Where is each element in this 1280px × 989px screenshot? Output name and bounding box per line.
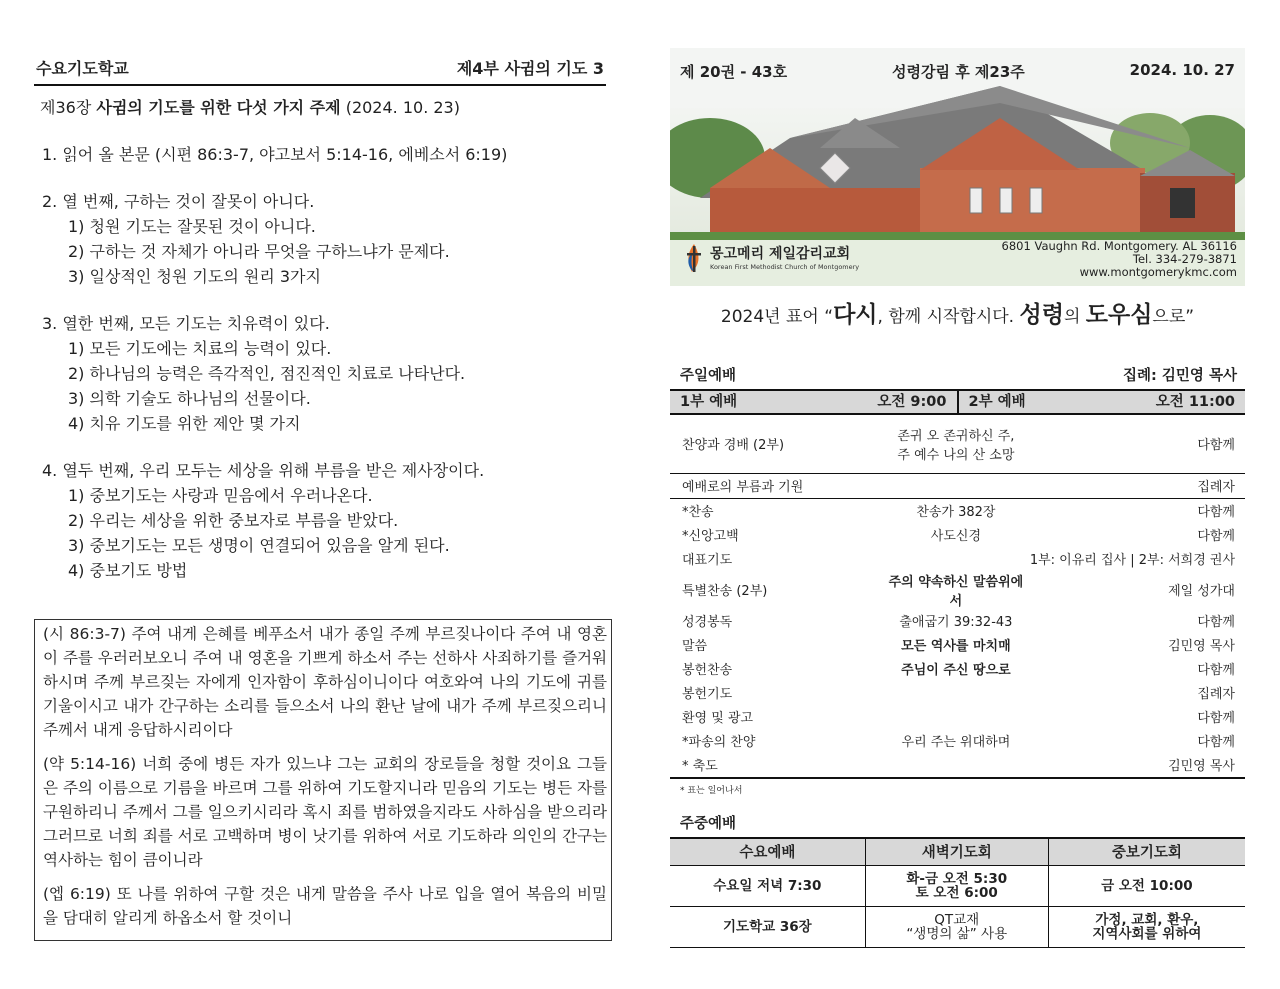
order-content: 주의 약속하신 말씀위에서 xyxy=(888,574,1024,609)
right-page xyxy=(670,48,1245,948)
order-leader: 김민영 목사 xyxy=(1168,759,1235,774)
order-leader: 다함께 xyxy=(1197,529,1235,544)
presider: 집례: 김민영 목사 xyxy=(1123,368,1237,384)
chapter-prefix: 제36장 xyxy=(40,98,97,117)
order-content: 모든 역사를 마치매 xyxy=(901,639,1011,654)
service-1 xyxy=(670,391,957,413)
order-content: 출애굽기 39:32-43 xyxy=(899,615,1013,630)
order-row xyxy=(670,705,1245,729)
outline-item: 3) 일상적인 청원 기도의 원리 3가지 xyxy=(68,267,321,286)
church-name-kr: 몽고메리 제일감리교회 xyxy=(710,246,851,262)
weekday-services xyxy=(670,837,1245,948)
order-item: 성경봉독 xyxy=(682,615,733,630)
outline-item: 4) 중보기도 방법 xyxy=(68,561,188,580)
weekday-cell: QT교재 “생명의 삶” 사용 xyxy=(865,906,1048,947)
motto-mid2: 의 xyxy=(1063,307,1086,327)
order-content xyxy=(884,753,1028,778)
order-row xyxy=(670,633,1245,657)
website: www.montgomerykmc.com xyxy=(1079,265,1237,279)
order-leader: 김민영 목사 xyxy=(1168,639,1235,654)
order-item: 말씀 xyxy=(682,639,708,654)
order-of-worship xyxy=(670,415,1245,779)
order-content: 사도신경 xyxy=(930,529,982,544)
order-item: 환영 및 광고 xyxy=(682,711,754,726)
order-row xyxy=(670,547,1245,571)
outline xyxy=(42,142,606,583)
motto-mid: , 함께 시작합시다. xyxy=(877,307,1020,327)
weekday-row xyxy=(670,865,1245,906)
order-row xyxy=(670,657,1245,681)
weekday-cell: 기도학교 36장 xyxy=(670,906,865,947)
order-content: 주님이 주신 땅으로 xyxy=(901,663,1011,678)
order-item: 특별찬송 (2부) xyxy=(682,584,768,599)
motto-prefix: 2024년 표어 “ xyxy=(720,307,834,327)
outline-item: 1) 중보기도는 사랑과 믿음에서 우러나온다. xyxy=(68,486,373,505)
outline-item: 2) 우리는 세상을 위한 중보자로 부름을 받았다. xyxy=(68,511,399,530)
order-item: 예배로의 부름과 기원 xyxy=(682,480,804,495)
order-item: 대표기도 xyxy=(682,553,733,568)
order-row xyxy=(670,473,1245,498)
chapter-date: (2024. 10. 23) xyxy=(340,98,460,117)
address: 6801 Vaughn Rd. Montgomery. AL 36116 xyxy=(1001,239,1237,253)
bulletin-date: 2024. 10. 27 xyxy=(1129,61,1235,79)
weekday-cell: 수요일 저녁 7:30 xyxy=(670,865,865,906)
weekday-header-row xyxy=(670,838,1245,866)
motto-word2: 성령 xyxy=(1019,302,1064,328)
outline-heading: 3. 열한 번째, 모든 기도는 치유력이 있다. xyxy=(42,314,330,333)
order-row xyxy=(670,609,1245,633)
order-row xyxy=(670,729,1245,753)
order-item: *신앙고백 xyxy=(682,529,739,544)
order-content: 찬송가 382장 xyxy=(916,505,996,520)
order-leader: 다함께 xyxy=(1197,615,1235,630)
order-item: 봉헌기도 xyxy=(682,687,733,702)
weekday-cell: 금 오전 10:00 xyxy=(1048,865,1245,906)
weekday-cell: 가정, 교회, 환우, 지역사회를 위하여 xyxy=(1048,906,1245,947)
left-page xyxy=(34,52,606,583)
scripture-box xyxy=(34,619,612,941)
church-logo xyxy=(682,242,859,272)
cross-flame-icon xyxy=(682,242,706,272)
header-right: 제4부 사귐의 기도 3 xyxy=(456,59,604,78)
chapter-title xyxy=(40,95,606,118)
service-2-time: 오전 11:00 xyxy=(1155,394,1235,410)
outline-item: 1) 모든 기도에는 치료의 능력이 있다. xyxy=(68,339,332,358)
order-row xyxy=(670,753,1245,778)
outline-heading: 4. 열두 번째, 우리 모두는 세상을 위해 부름을 받은 제사장이다. xyxy=(42,461,485,480)
outline-item: 3) 중보기도는 모든 생명이 연결되어 있음을 알게 된다. xyxy=(68,536,450,555)
weekday-row xyxy=(670,906,1245,947)
phone: Tel. 334-279-3871 xyxy=(1132,252,1237,266)
bulletin-header xyxy=(680,61,1235,82)
order-leader: 다함께 xyxy=(1197,505,1235,520)
outline-item: 1) 청원 기도는 잘못된 것이 아니다. xyxy=(68,217,316,236)
scripture-passage: (시 86:3-7) 주여 내게 은혜를 베푸소서 내가 종일 주께 부르짖나이다 주여 내 영혼이 주를 우러러보오니 주여 내 영혼을 기쁘게 하소서 주는 선하사 사죄하기를 즐거워하시며 주께 부르짖는 자에게 인자함이 후하심이니이다 여호와여 나의 기도에 귀를 기울이시고 내가 간구하는 소리를 들으소서 나의 환난 날에 내가 주께 부르짖으리니 주께서 내게 응답하시리이다 xyxy=(43,625,607,739)
scripture-passage: (엡 6:19) 또 나를 위하여 구할 것은 내게 말씀을 주사 나로 입을 열어 복음의 비밀을 담대히 알리게 하옵소서 할 것이니 xyxy=(43,885,607,927)
year-motto xyxy=(670,296,1245,329)
order-leader: 집례자 xyxy=(1197,480,1235,495)
order-content xyxy=(884,681,1028,705)
service-times-bar xyxy=(670,389,1245,415)
order-row xyxy=(670,498,1245,523)
weekday-header: 중보기도회 xyxy=(1048,838,1245,866)
order-item: * 축도 xyxy=(682,759,718,774)
header-left: 수요기도학교 xyxy=(36,59,129,78)
outline-item: 3) 의학 기술도 하나님의 선물이다. xyxy=(68,389,311,408)
weekday-title: 주중예배 xyxy=(680,815,737,832)
sunday-title: 주일예배 xyxy=(680,368,737,384)
motto-suffix: 으로” xyxy=(1152,307,1195,327)
weekday-header: 수요예배 xyxy=(670,838,865,866)
motto-word3: 도우심 xyxy=(1085,302,1153,328)
service-1-time: 오전 9:00 xyxy=(877,394,947,410)
order-row xyxy=(670,415,1245,473)
service-1-name: 1부 예배 xyxy=(680,394,738,410)
left-header xyxy=(34,52,606,86)
weekday-cell: 화-금 오전 5:30 토 오전 6:00 xyxy=(865,865,1048,906)
order-content xyxy=(884,473,1028,498)
order-content xyxy=(884,705,1028,729)
chapter-title-text: 사귐의 기도를 위한 다섯 가지 주제 xyxy=(96,98,341,117)
order-leader: 다함께 xyxy=(1197,735,1235,750)
order-leader: 다함께 xyxy=(1197,711,1235,726)
church-contact xyxy=(1002,240,1237,279)
outline-heading: 1. 읽어 올 본문 (시편 86:3-7, 야고보서 5:14-16, 에베소서 6:19) xyxy=(42,145,508,164)
order-item: *파송의 찬양 xyxy=(682,735,756,750)
order-content: 존귀 오 존귀하신 주, 주 예수 나의 산 소망 xyxy=(897,428,1015,463)
liturgical-season: 성령강림 후 제23주 xyxy=(892,63,1025,81)
order-content xyxy=(884,547,1028,571)
order-row xyxy=(670,681,1245,705)
order-row xyxy=(670,571,1245,609)
motto-word1: 다시 xyxy=(833,302,878,328)
order-item: 봉헌찬송 xyxy=(682,663,733,678)
outline-heading: 2. 열 번째, 구하는 것이 잘못이 아니다. xyxy=(42,192,315,211)
service-2 xyxy=(957,391,1246,413)
sunday-worship-header xyxy=(670,364,1245,385)
outline-item: 2) 하나님의 능력은 즉각적인, 점진적인 치료로 나타난다. xyxy=(68,364,466,383)
service-2-name: 2부 예배 xyxy=(968,394,1026,410)
weekday-header: 새벽기도회 xyxy=(865,838,1048,866)
outline-item: 2) 구하는 것 자체가 아니라 무엇을 구하느냐가 문제다. xyxy=(68,242,450,261)
outline-item: 4) 치유 기도를 위한 제안 몇 가지 xyxy=(68,414,301,433)
order-leader: 다함께 xyxy=(1197,438,1235,454)
order-item: *찬송 xyxy=(682,505,714,520)
footnote: * 표는 일어나서 xyxy=(680,785,743,796)
order-leader: 1부: 이유리 집사 | 2부: 서희경 권사 xyxy=(1029,553,1235,568)
order-item: 찬양과 경배 (2부) xyxy=(682,438,785,454)
bulletin-cover xyxy=(670,48,1245,286)
order-row xyxy=(670,523,1245,547)
church-name-en: Korean First Methodist Church of Montgomery xyxy=(710,263,860,271)
order-leader: 다함께 xyxy=(1197,663,1235,678)
order-leader: 집례자 xyxy=(1197,687,1235,702)
order-leader: 제일 성가대 xyxy=(1168,584,1235,599)
order-content: 우리 주는 위대하며 xyxy=(901,735,1011,750)
volume-number: 제 20권 - 43호 xyxy=(680,63,788,81)
scripture-passage: (약 5:14-16) 너희 중에 병든 자가 있느냐 그는 교회의 장로들을 청할 것이요 그들은 주의 이름으로 기름을 바르며 그를 위하여 기도할지니라 믿음의 기도는 병든 자를 구원하리니 주께서 그를 일으키시리라 혹시 죄를 범하였을지라도 사하심을 받으리라 그러므로 너희 죄를 서로 고백하며 병이 낫기를 위하여 서로 기도하라 의인의 간구는 역사하는 힘이 큼이니라 xyxy=(43,755,607,869)
